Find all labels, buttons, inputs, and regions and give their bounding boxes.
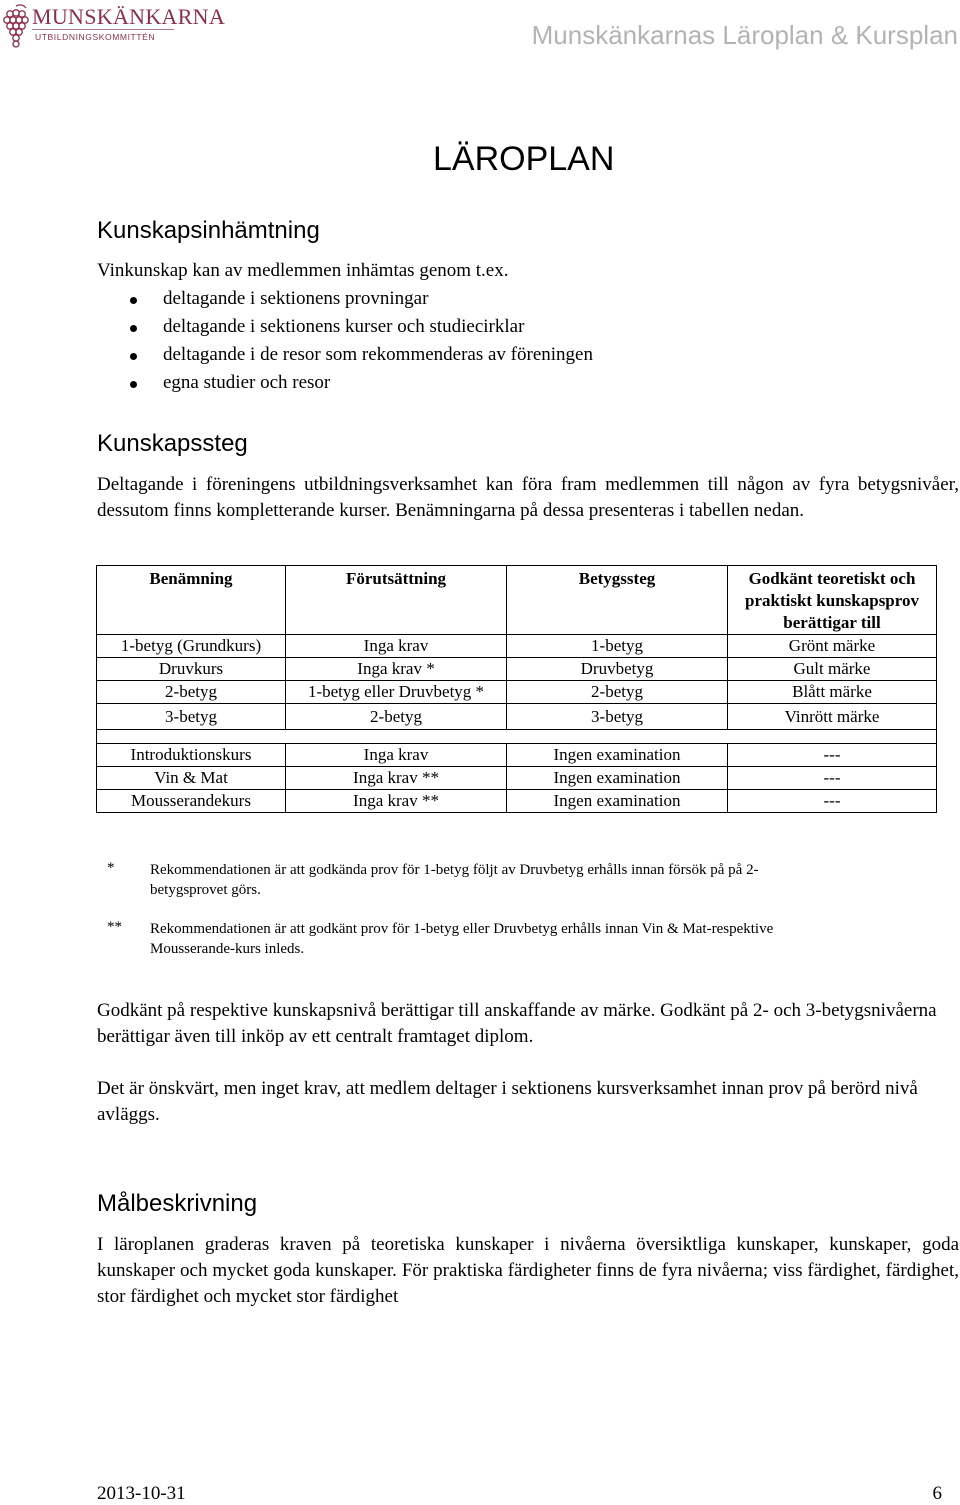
logo-subtitle: UTBILDNINGSKOMMITTÉN	[35, 32, 156, 42]
table-cell: Grönt märke	[728, 635, 937, 658]
paragraph: Godkänt på respektive kunskapsnivå berättigar till anskaffande av märke. Godkänt på 2- och 3-betygsnivåerna berättigar även till inköp av ett centralt framtaget diplom.	[97, 1000, 937, 1047]
list-item: deltagande i de resor som rekommenderas av föreningen	[163, 344, 593, 366]
table-cell: Ingen examination	[507, 767, 728, 790]
table-cell: Druvbetyg	[507, 658, 728, 681]
table-cell: Blått märke	[728, 681, 937, 704]
table-cell: Introduktionskurs	[97, 744, 286, 767]
logo-name: MUNSKÄNKARNA	[32, 4, 226, 29]
table-cell: 2-betyg	[507, 681, 728, 704]
malbeskrivning-body: I läroplanen graderas kraven på teoretiska kunskaper i nivåerna översiktliga kunskaper, kunskaper, goda kunskaper och mycket goda kunskaper. För praktiska färdigheter finns de fyra nivåerna; viss färdighet, färdighet, stor färdighet och mycket stor färdighet	[97, 1234, 959, 1307]
footnote-text: Rekommendationen är att godkänt prov för 1-betyg eller Druvbetyg erhålls innan Vin & Mat-respektive Mousserande-kurs inleds.	[150, 921, 774, 957]
list-item: deltagande i sektionens kurser och studiecirklar	[163, 316, 524, 338]
bullet-icon	[130, 297, 137, 304]
table-row	[97, 658, 937, 681]
table-cell: Ingen examination	[507, 790, 728, 813]
bullet-icon	[130, 381, 137, 388]
table-cell: Druvkurs	[97, 658, 286, 681]
table-cell: Inga krav **	[286, 767, 507, 790]
page-number: 6	[932, 1483, 942, 1504]
table-cell: Mousserandekurs	[97, 790, 286, 813]
kunskapssteg-body: Deltagande i föreningens utbildningsverksamhet kan föra fram medlemmen till någon av fyra betygsnivåer, dessutom finns kompletterande kurser. Benämningarna på dessa presenteras i tabellen nedan.	[97, 474, 959, 521]
table-row	[97, 744, 937, 767]
table-cell: Vin & Mat	[97, 767, 286, 790]
page-title: LÄROPLAN	[433, 140, 615, 178]
table-cell: Inga krav	[286, 744, 507, 767]
table-row	[97, 704, 937, 730]
grape-icon	[2, 2, 32, 54]
table-cell: 1-betyg (Grundkurs)	[97, 635, 286, 658]
table-cell: 1-betyg	[507, 635, 728, 658]
intro-text: Vinkunskap kan av medlemmen inhämtas genom t.ex.	[97, 260, 509, 281]
table-spacer-row	[97, 730, 937, 744]
paragraph: Det är önskvärt, men inget krav, att medlem deltager i sektionens kursverksamhet innan prov på berörd nivå avläggs.	[97, 1078, 918, 1125]
table-cell: ---	[728, 744, 937, 767]
table-row	[97, 767, 937, 790]
section-heading-malbeskrivning: Målbeskrivning	[97, 1190, 258, 1217]
table-cell: 2-betyg	[286, 704, 507, 730]
list-item: egna studier och resor	[163, 372, 330, 394]
footnote-text: Rekommendationen är att godkända prov för 1-betyg följt av Druvbetyg erhålls innan försök på på 2- betygsprovet görs.	[150, 862, 759, 898]
table-cell: Gult märke	[728, 658, 937, 681]
table-row	[97, 681, 937, 704]
footnote-mark: **	[107, 919, 122, 935]
logo-divider	[32, 29, 174, 30]
table-cell: Inga krav **	[286, 790, 507, 813]
table-cell: 1-betyg eller Druvbetyg *	[286, 681, 507, 704]
section-heading-kunskapsinhamtning: Kunskapsinhämtning	[97, 217, 320, 244]
table-header-cell: Benämning	[97, 566, 286, 635]
table-row	[97, 790, 937, 813]
table-header-cell: Betygssteg	[507, 566, 728, 635]
list-item: deltagande i sektionens provningar	[163, 288, 428, 310]
table-header-row	[97, 566, 937, 635]
table-header-cell: Godkänt teoretiskt och praktiskt kunskapsprov berättigar till	[728, 566, 937, 635]
table-cell: Inga krav	[286, 635, 507, 658]
table-cell: 3-betyg	[507, 704, 728, 730]
table-cell: Inga krav *	[286, 658, 507, 681]
table-header-cell: Förutsättning	[286, 566, 507, 635]
grade-table	[96, 565, 937, 813]
footer-date: 2013-10-31	[97, 1483, 186, 1504]
table-cell: 2-betyg	[97, 681, 286, 704]
section-heading-kunskapssteg: Kunskapssteg	[97, 430, 248, 457]
bullet-icon	[130, 353, 137, 360]
bullet-icon	[130, 325, 137, 332]
table-cell: Ingen examination	[507, 744, 728, 767]
header-title: Munskänkarnas Läroplan & Kursplan	[531, 20, 958, 50]
logo	[2, 2, 226, 54]
table-cell: ---	[728, 767, 937, 790]
table-cell: 3-betyg	[97, 704, 286, 730]
footnote-mark: *	[107, 860, 115, 876]
table-cell: ---	[728, 790, 937, 813]
table-cell: Vinrött märke	[728, 704, 937, 730]
table-row	[97, 635, 937, 658]
